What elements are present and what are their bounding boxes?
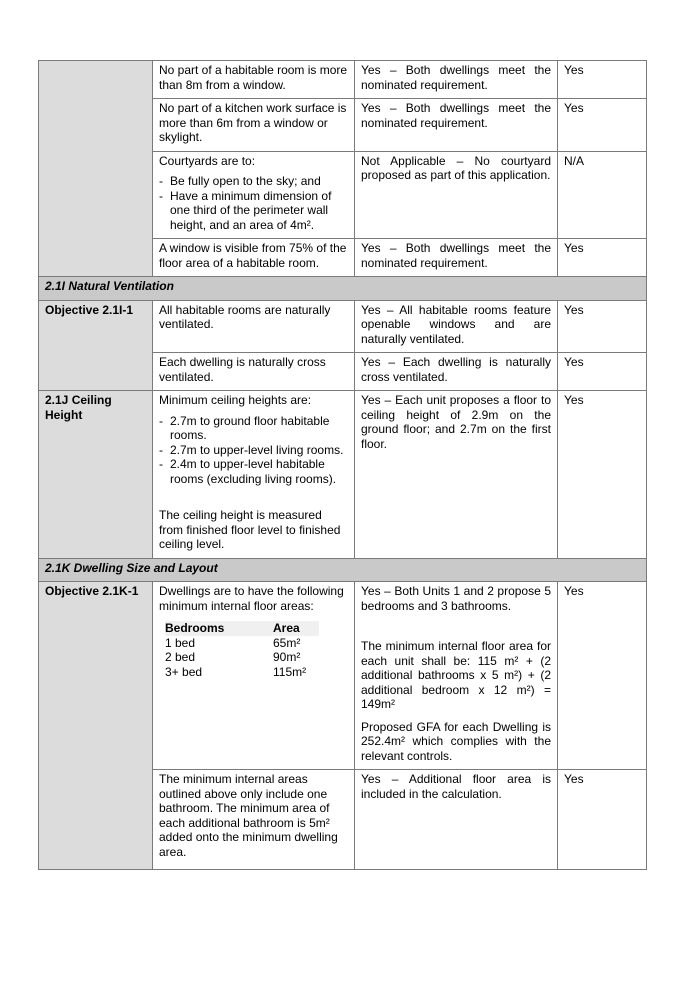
compliance-cell: Yes <box>558 300 647 353</box>
area-header-bedrooms: Bedrooms <box>165 621 273 636</box>
area-bedrooms: 2 bed <box>165 650 196 664</box>
compliance-cell: Yes <box>558 391 647 559</box>
requirement-cell <box>153 582 355 770</box>
list-item: - Have a minimum dimension of one third of the perimeter wall height, and an area of 4m². <box>159 189 348 233</box>
area-row <box>165 665 319 680</box>
table-row <box>39 61 647 99</box>
requirement-list <box>159 174 348 232</box>
table-row <box>39 391 647 559</box>
response-cell: Yes – Both dwellings meet the nominated requirement. <box>355 239 558 277</box>
objective-cell <box>39 61 153 277</box>
section-header-row <box>39 558 647 582</box>
response-cell: Yes – Both dwellings meet the nominated requirement. <box>355 61 558 99</box>
area-value: 115m² <box>273 664 307 679</box>
floor-area-table <box>165 621 319 679</box>
requirement-cell: The minimum internal areas outlined above only include one bathroom. The minimum area of each additional bathroom is 5m² added onto the minimum dwelling area. <box>153 770 355 870</box>
list-item: - 2.4m to upper-level habitable rooms (excluding living rooms). <box>159 457 348 486</box>
area-bedrooms: 1 bed <box>165 635 196 650</box>
compliance-cell: Yes <box>558 353 647 391</box>
table-row <box>39 582 647 770</box>
compliance-table <box>38 60 647 870</box>
requirement-note: The ceiling height is measured from finished floor level to finished ceiling level. <box>159 508 341 551</box>
area-row <box>165 636 319 651</box>
compliance-cell: N/A <box>558 151 647 239</box>
compliance-cell: Yes <box>558 239 647 277</box>
requirement-intro: Courtyards are to: <box>159 153 256 168</box>
area-value: 90m² <box>273 650 301 664</box>
area-row <box>165 650 319 665</box>
compliance-cell: Yes <box>558 61 647 99</box>
requirement-cell: A window is visible from 75% of the floor area of a habitable room. <box>153 239 355 277</box>
requirement-cell: Each dwelling is naturally cross ventilated. <box>153 353 355 391</box>
response-cell: Yes – Each unit proposes a floor to ceiling height of 2.9m on the ground floor; and 2.7m on the first floor. <box>355 391 558 559</box>
response-paragraph: Yes – Both Units 1 and 2 propose 5 bedrooms and 3 bathrooms. <box>361 584 551 613</box>
response-paragraph: The minimum internal floor area for each unit shall be: 115 m² + (2 additional bathrooms x 5 m²) + (2 additional bedroom x 12 m²) = 149m² <box>361 639 551 711</box>
requirement-cell <box>153 151 355 239</box>
requirement-cell <box>153 391 355 559</box>
response-cell: Yes – All habitable rooms feature openable windows and are naturally ventilated. <box>355 300 558 353</box>
response-cell: Yes – Additional floor area is included in the calculation. <box>355 770 558 870</box>
requirement-intro: Dwellings are to have the following minimum internal floor areas: <box>159 584 344 613</box>
requirement-cell: No part of a kitchen work surface is more than 6m from a window or skylight. <box>153 99 355 152</box>
objective-cell: Objective 2.1K-1 <box>39 582 153 870</box>
list-item: - 2.7m to ground floor habitable rooms. <box>159 414 348 443</box>
list-item: - 2.7m to upper-level living rooms. <box>159 443 348 458</box>
requirement-cell: No part of a habitable room is more than 8m from a window. <box>153 61 355 99</box>
section-header-row <box>39 277 647 301</box>
area-header-area: Area <box>273 621 319 636</box>
area-value: 65m² <box>273 635 301 650</box>
response-cell <box>355 582 558 770</box>
requirement-intro: Minimum ceiling heights are: <box>159 393 312 407</box>
objective-cell: 2.1J Ceiling Height <box>39 391 153 559</box>
compliance-cell: Yes <box>558 582 647 770</box>
response-paragraph: Proposed GFA for each Dwelling is 252.4m² which complies with the relevant controls. <box>361 719 551 763</box>
section-title: 2.1I Natural Ventilation <box>39 277 647 301</box>
objective-cell: Objective 2.1I-1 <box>39 300 153 391</box>
requirement-list <box>159 414 348 487</box>
response-cell: Yes – Each dwelling is naturally cross ventilated. <box>355 353 558 391</box>
list-item: - Be fully open to the sky; and <box>159 174 348 189</box>
compliance-cell: Yes <box>558 99 647 152</box>
compliance-cell: Yes <box>558 770 647 870</box>
response-cell: Not Applicable – No courtyard proposed as part of this application. <box>355 151 558 239</box>
requirement-cell: All habitable rooms are naturally ventilated. <box>153 300 355 353</box>
area-bedrooms: 3+ bed <box>165 664 203 679</box>
section-title: 2.1K Dwelling Size and Layout <box>39 558 647 582</box>
response-cell: Yes – Both dwellings meet the nominated requirement. <box>355 99 558 152</box>
table-row <box>39 300 647 353</box>
